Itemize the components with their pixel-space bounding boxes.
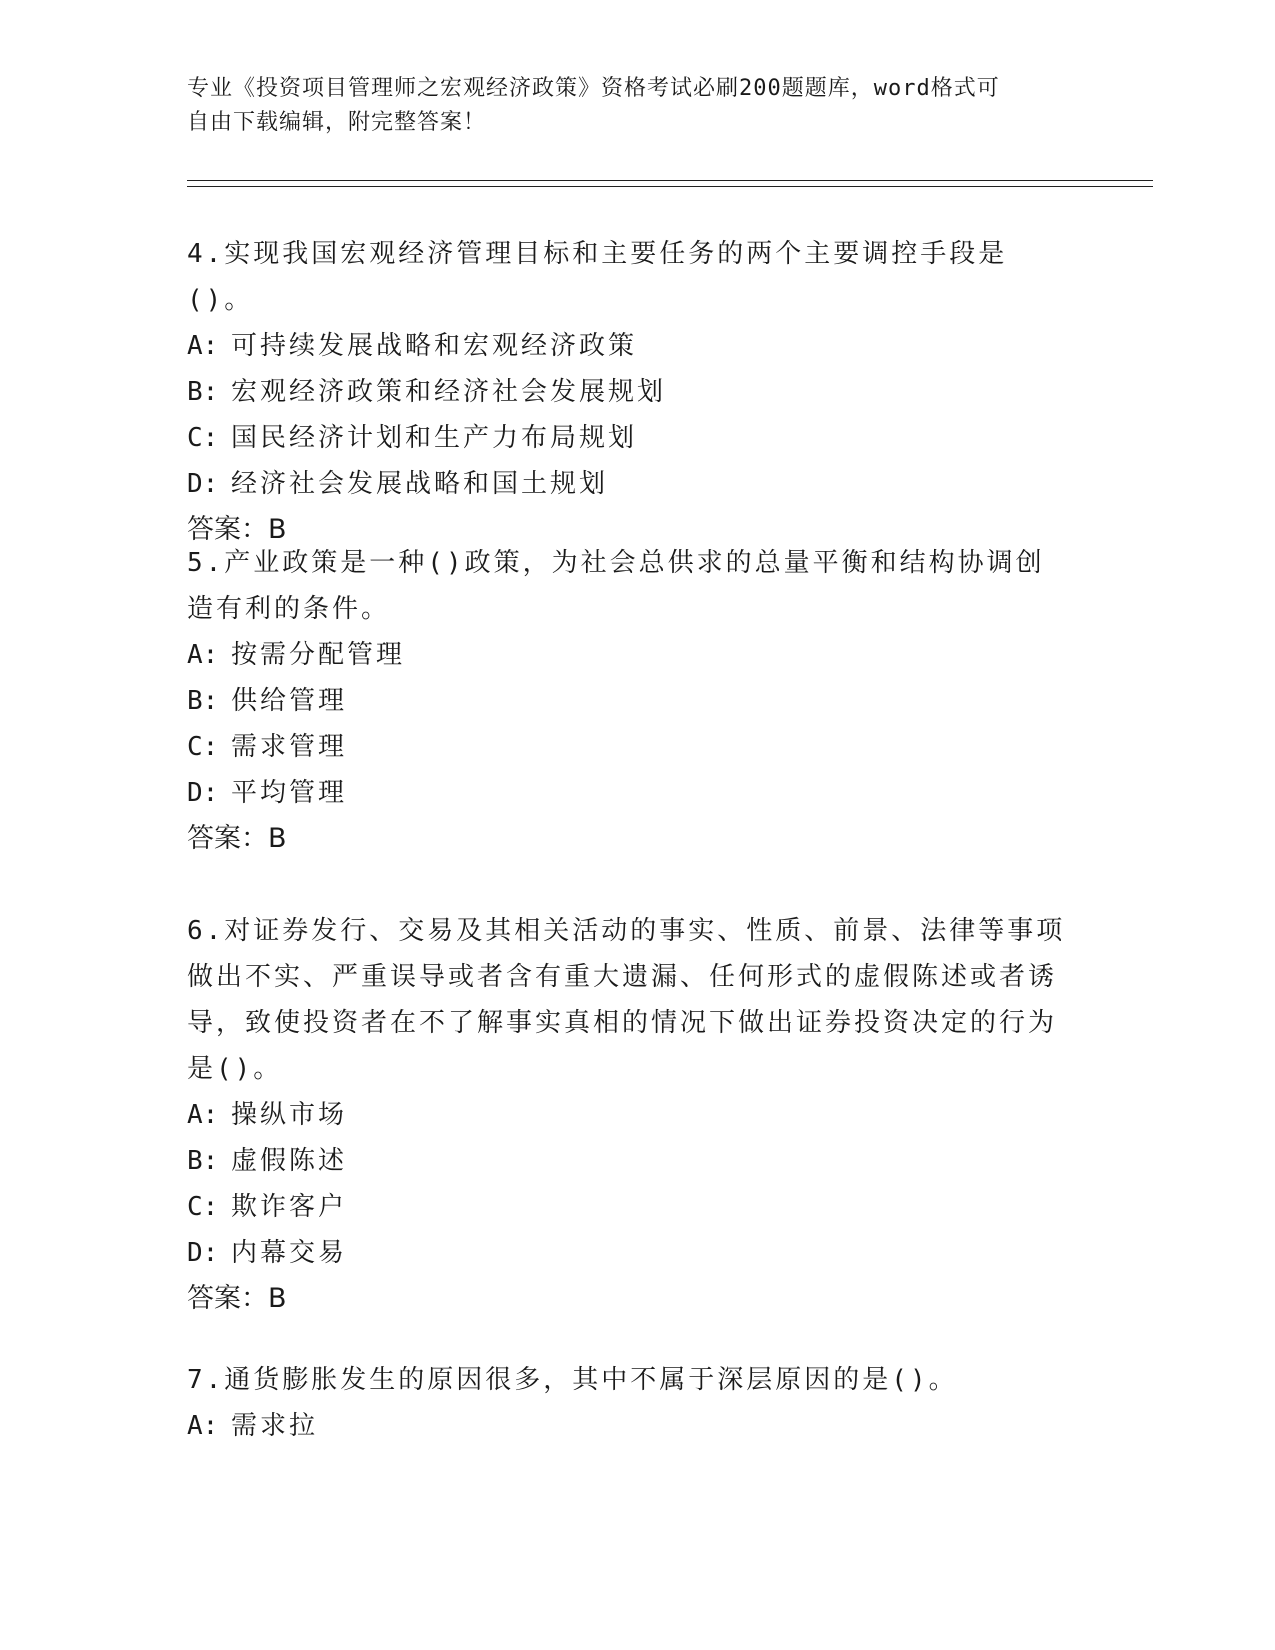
option-d — [187, 770, 1067, 816]
question-stem: 4.实现我国宏观经济管理目标和主要任务的两个主要调控手段是()。 — [187, 239, 1008, 315]
option-text: 需求拉 — [231, 1411, 319, 1441]
option-a — [187, 323, 1067, 369]
option-letter: C: — [187, 1192, 219, 1222]
option-letter: A: — [187, 640, 219, 670]
option-text: 按需分配管理 — [231, 640, 406, 670]
option-letter: A: — [187, 1100, 219, 1130]
header-line-2: 自由下载编辑，附完整答案！ — [187, 110, 487, 135]
document-header — [187, 72, 1067, 140]
option-text: 平均管理 — [231, 778, 348, 808]
option-letter: B: — [187, 1146, 219, 1176]
option-letter: C: — [187, 423, 219, 453]
option-text: 内幕交易 — [231, 1238, 348, 1268]
answer: 答案：B — [187, 514, 287, 545]
option-d — [187, 1230, 1067, 1276]
question-4 — [187, 231, 1067, 553]
question-stem: 6.对证券发行、交易及其相关活动的事实、性质、前景、法律等事项做出不实、严重误导或者含有重大遗漏、任何形式的虚假陈述或者诱导，致使投资者在不了解事实真相的情况下做出证券投资决定的行为是()。 — [187, 916, 1066, 1084]
option-letter: B: — [187, 686, 219, 716]
option-d — [187, 461, 1067, 507]
answer: 答案：B — [187, 1283, 287, 1314]
option-letter: B: — [187, 377, 219, 407]
question-6 — [187, 908, 1067, 1322]
option-text: 操纵市场 — [231, 1100, 348, 1130]
question-stem: 5.产业政策是一种()政策，为社会总供求的总量平衡和结构协调创造有利的条件。 — [187, 548, 1045, 624]
option-text: 宏观经济政策和经济社会发展规划 — [231, 377, 667, 407]
question-7 — [187, 1357, 1067, 1449]
option-letter: A: — [187, 331, 219, 361]
option-text: 欺诈客户 — [231, 1192, 348, 1222]
option-letter: A: — [187, 1411, 219, 1441]
header-divider-bottom — [187, 186, 1153, 187]
option-b — [187, 369, 1067, 415]
question-stem: 7.通货膨胀发生的原因很多，其中不属于深层原因的是()。 — [187, 1365, 958, 1395]
answer: 答案：B — [187, 823, 287, 854]
header-divider-top — [187, 180, 1153, 181]
option-c — [187, 415, 1067, 461]
option-letter: D: — [187, 469, 219, 499]
option-text: 虚假陈述 — [231, 1146, 348, 1176]
option-a — [187, 1092, 1067, 1138]
header-line-1: 专业《投资项目管理师之宏观经济政策》资格考试必刷200题题库，word格式可 — [187, 76, 1000, 101]
option-letter: D: — [187, 1238, 219, 1268]
option-b — [187, 1138, 1067, 1184]
option-c — [187, 1184, 1067, 1230]
option-letter: C: — [187, 732, 219, 762]
option-text: 需求管理 — [231, 732, 348, 762]
option-a — [187, 632, 1067, 678]
option-text: 经济社会发展战略和国土规划 — [231, 469, 609, 499]
option-text: 供给管理 — [231, 686, 348, 716]
option-text: 国民经济计划和生产力布局规划 — [231, 423, 638, 453]
option-b — [187, 678, 1067, 724]
question-5 — [187, 540, 1067, 862]
option-text: 可持续发展战略和宏观经济政策 — [231, 331, 638, 361]
option-a — [187, 1403, 1067, 1449]
option-letter: D: — [187, 778, 219, 808]
option-c — [187, 724, 1067, 770]
